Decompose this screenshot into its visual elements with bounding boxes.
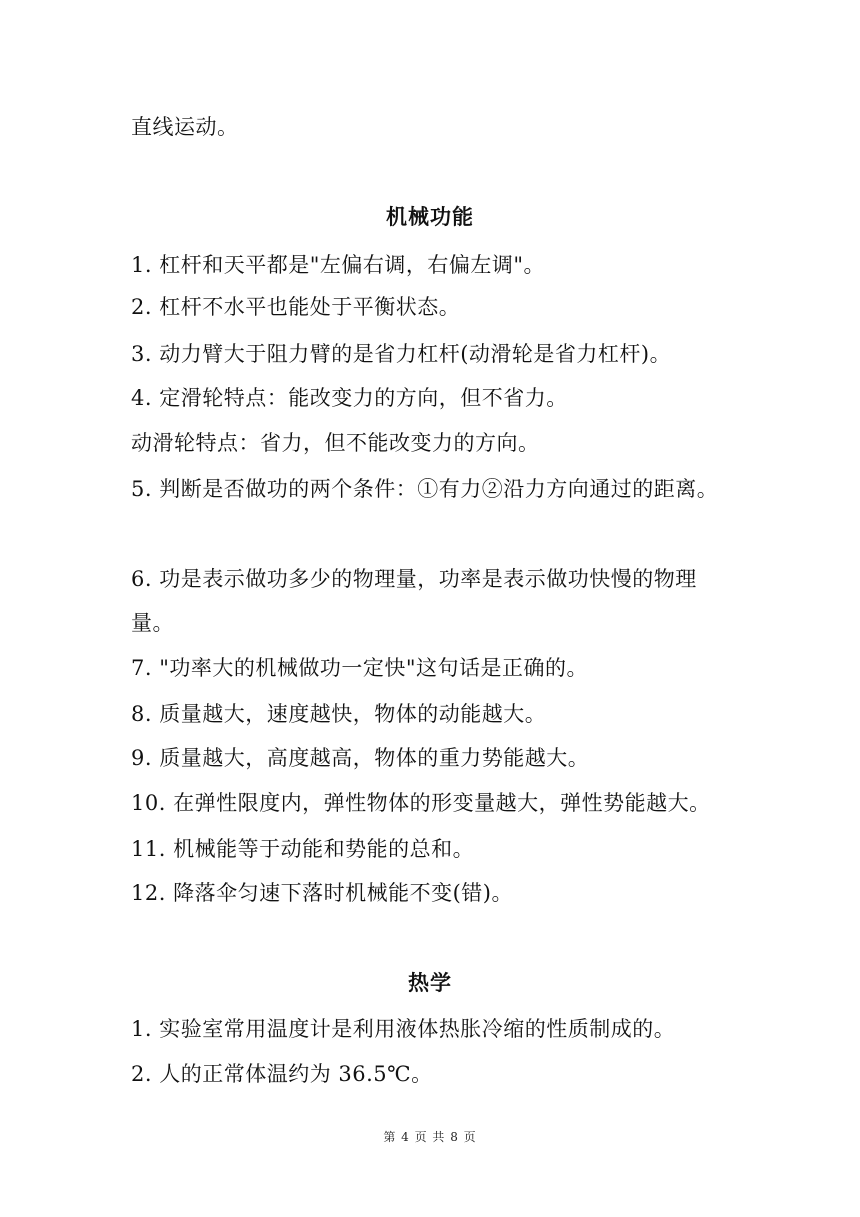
list-item: 动滑轮特点：省力，但不能改变力的方向。 (131, 431, 540, 455)
list-item: 7. "功率大的机械做功一定快"这句话是正确的。 (131, 656, 589, 680)
list-item: 2. 人的正常体温约为 36.5℃。 (131, 1062, 433, 1086)
section-heading-mechanics: 机械功能 (386, 204, 474, 229)
list-item: 12. 降落伞匀速下落时机械能不变(错)。 (131, 881, 513, 905)
list-item: 量。 (131, 611, 174, 635)
list-item: 2. 杠杆不水平也能处于平衡状态。 (131, 295, 461, 319)
list-item: 6. 功是表示做功多少的物理量，功率是表示做功快慢的物理 (131, 567, 697, 591)
list-item: 5. 判断是否做功的两个条件：①有力②沿力方向通过的距离。 (131, 477, 719, 501)
intro-text: 直线运动。 (131, 115, 239, 139)
list-item: 11. 机械能等于动能和势能的总和。 (131, 837, 475, 861)
list-item: 8. 质量越大，速度越快，物体的动能越大。 (131, 702, 547, 726)
list-item: 3. 动力臂大于阻力臂的是省力杠杆(动滑轮是省力杠杆)。 (131, 342, 672, 366)
list-item: 1. 实验室常用温度计是利用液体热胀冷缩的性质制成的。 (131, 1017, 676, 1041)
list-item: 1. 杠杆和天平都是"左偏右调，右偏左调"。 (131, 253, 546, 277)
list-item: 9. 质量越大，高度越高，物体的重力势能越大。 (131, 746, 590, 770)
list-item: 10. 在弹性限度内，弹性物体的形变量越大，弹性势能越大。 (131, 791, 711, 815)
list-item: 4. 定滑轮特点：能改变力的方向，但不省力。 (131, 386, 568, 410)
section-heading-thermal: 热学 (408, 970, 452, 995)
page-footer: 第 4 页 共 8 页 (383, 1130, 477, 1144)
